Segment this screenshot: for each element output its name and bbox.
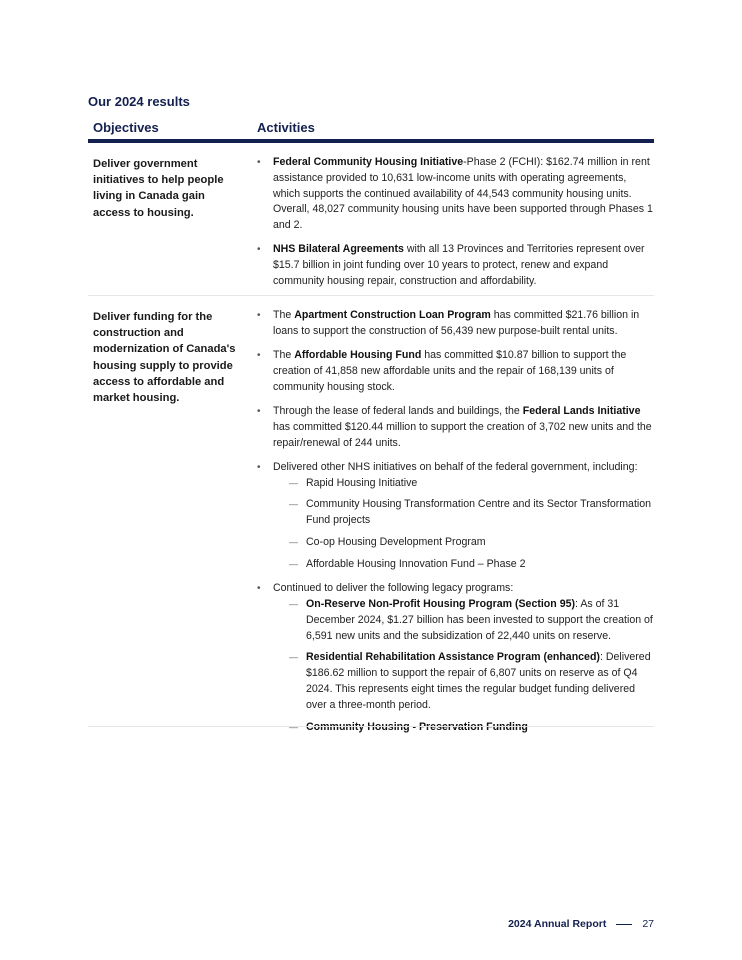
program-name: Affordable Housing Fund [294,349,422,362]
activity-prefix: The [273,349,295,362]
legacy-program-item [273,650,654,713]
table-header [88,118,654,140]
initiative-item: — Co-op Housing Development Program [273,535,654,551]
row-divider [88,726,654,727]
section-title: Our 2024 results [88,94,190,109]
activity-prefix: The [273,309,295,321]
report-title: 2024 Annual Report [508,918,607,930]
activity-text: with all 13 Provinces and Territories represent over $15.7 billion in joint funding over 10 years to protect, renew and expand community housing repair, construction and affordability. [273,243,645,288]
program-name: Federal Lands Initiative [522,404,641,417]
activities-2 [256,308,654,744]
activity-item [256,308,654,340]
activities-1 [256,155,654,298]
objective-1: Deliver government initiatives to help people living in Canada gain access to housing. [93,158,224,219]
activities-header: Activities [257,120,315,135]
activity-text: has committed $120.44 million to support the creation of 3,702 new units and the repair/renewal of 244 units. [273,420,652,449]
activity-text: Continued to deliver the following legacy programs: [273,582,514,595]
program-name: NHS Bilateral Agreements [273,243,404,256]
program-name: On-Reserve Non-Profit Housing Program (Section 95) [306,597,576,610]
header-rule [88,139,654,143]
program-name: Residential Rehabilitation Assistance Program (enhanced) [306,651,600,664]
row-divider [88,295,654,296]
page-number: 27 [642,918,654,930]
legacy-program-item [273,720,654,736]
program-name: Apartment Construction Loan Program [294,309,491,321]
footer-separator [616,924,632,925]
legacy-program-list [273,597,654,735]
initiative-item: — Community Housing Transformation Centre and its Sector Transformation Fund projects [273,497,654,529]
activity-text: : Delivered $186.62 million to support the repair of 6,807 units on reserve as of Q4 2024. This represents eight times the regular budget funding delivered over a three-month period. [306,651,651,711]
initiative-list [273,476,654,573]
activity-item [256,348,654,395]
objective-2: Deliver funding for the construction and modernization of Canada's housing supply to provide access to affordable and market housing. [93,311,236,405]
legacy-program-item [273,597,654,644]
activity-prefix: Through the lease of federal lands and buildings, the [273,404,523,417]
activity-text: has committed $10.87 billion to support the creation of 41,858 new affordable units and the repair of 168,139 units of community housing stock. [273,349,627,393]
activity-item [256,404,654,451]
activity-text: has committed $21.76 billion in loans to support the construction of 56,439 new purpose-built rental units. [273,309,640,337]
activity-item [256,460,654,573]
activity-text: Delivered other NHS initiatives on behalf of the federal government, including: [273,460,638,473]
page-footer [508,918,654,930]
activity-item [256,155,654,234]
activity-text: : As of 31 December 2024, $1.27 billion has been invested to support the creation of 6,591 new units and the subsidization of 22,440 units on reserve. [306,597,653,642]
activity-text: -Phase 2 (FCHI): $162.74 million in rent assistance provided to 10,631 low-income units with operating agreements, which supports the continued availability of 44,543 community housing units. Overall, 48,027 community housing units have been supported through Phases 1 and 2. [273,156,653,232]
program-name: Federal Community Housing Initiative [273,156,464,168]
activity-item [256,581,654,735]
activity-item [256,242,654,289]
initiative-item: — Rapid Housing Initiative [273,476,654,492]
objectives-header: Objectives [93,120,159,135]
initiative-item: — Affordable Housing Innovation Fund – Phase 2 [273,557,654,573]
